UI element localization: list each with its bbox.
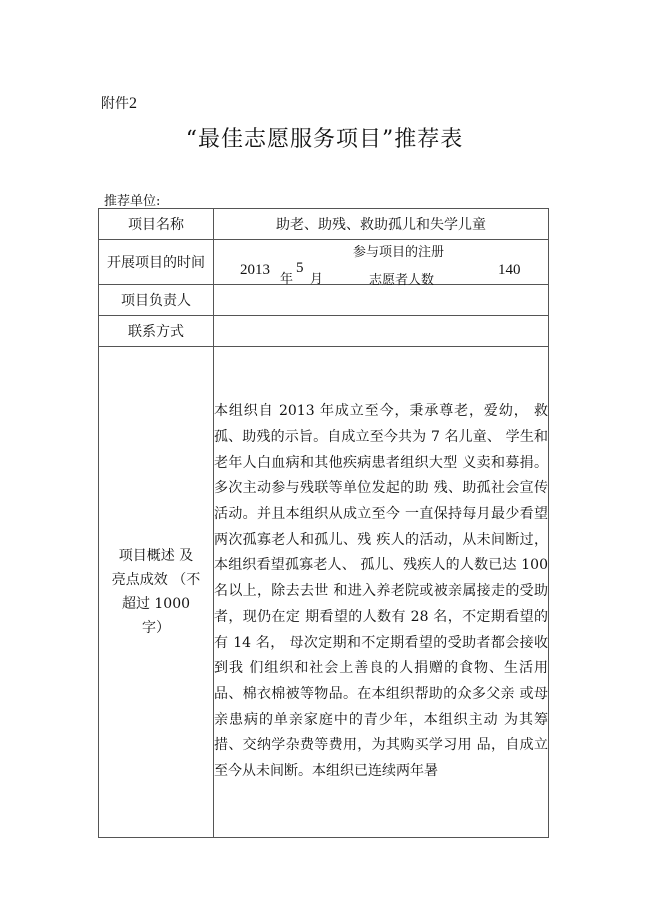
summary-label-line-4: 字） [142,620,170,636]
project-name-label: 项目名称 [99,209,214,240]
recommending-unit-label: 推荐单位: [104,194,161,209]
contact-label: 联系方式 [99,316,214,347]
summary-label-line-2: 亮点成效 （不 [111,572,201,588]
project-summary-label [99,347,214,838]
row-start-time [99,240,549,285]
recommendation-form-table [98,208,549,838]
start-month: 5 [296,260,304,276]
project-summary-text: 本组织自 2013 年成立至今，秉承尊老，爱幼， 救孤、助残的示旨。自成立至今共为 7 名儿童、 学生和老年人白血病和其他疾病患者组织大型 义卖和募捐。多次主动参与残联等单位发起的助 残、助孤社会宣传活动。并且本组织从成立至今 一直保持每月最少看望两次孤寡老人和孤儿、残 疾人的活动，从未间断过，本组织看望孤寡老人、 孤儿、残疾人的人数已达 100 名以上，除去去世 和进入养老院或被亲属接走的受助者，现仍在定 期看望的人数有 28 名，不定期看望的有 14 名， 母次定期和不定期看望的受助者都会接收到我 们组织和社会上善良的人捐赠的食物、生活用 品、棉衣棉被等物品。在本组织帮助的众多父亲 或母亲患病的单亲家庭中的青少年，本组织主动 为其筹措、交纳学杂费等费用，为其购买学习用 品，自成立至今从未间断。本组织已连续两年暑 [214,347,549,838]
contact-value [214,316,549,347]
project-leader-value [214,285,549,316]
registered-volunteers-count: 140 [498,262,521,278]
summary-label-line-1: 项目概述 及 [118,548,194,564]
month-unit: 月 [310,272,324,287]
attachment-number: 2 [129,95,137,112]
start-year: 2013 [240,262,270,278]
attachment-label [101,93,137,113]
row-project-name [99,209,549,240]
row-contact [99,316,549,347]
year-unit: 年 [280,272,294,287]
start-time-label: 开展项目的时间 [99,240,214,285]
project-leader-label: 项目负责人 [99,285,214,316]
row-project-summary [99,347,549,838]
start-time-cell [214,240,549,288]
attachment-text: 附件 [101,96,129,112]
row-project-leader [99,285,549,316]
registered-volunteers-label-1: 参与项目的注册 [353,245,445,260]
registered-volunteers-label-2: 志愿者人数 [369,273,435,288]
project-name-value: 助老、助残、救助孤儿和失学儿童 [214,209,549,240]
page-title: “最佳志愿服务项目”推荐表 [185,127,464,152]
summary-label-line-3: 超过 1000 [121,596,191,612]
